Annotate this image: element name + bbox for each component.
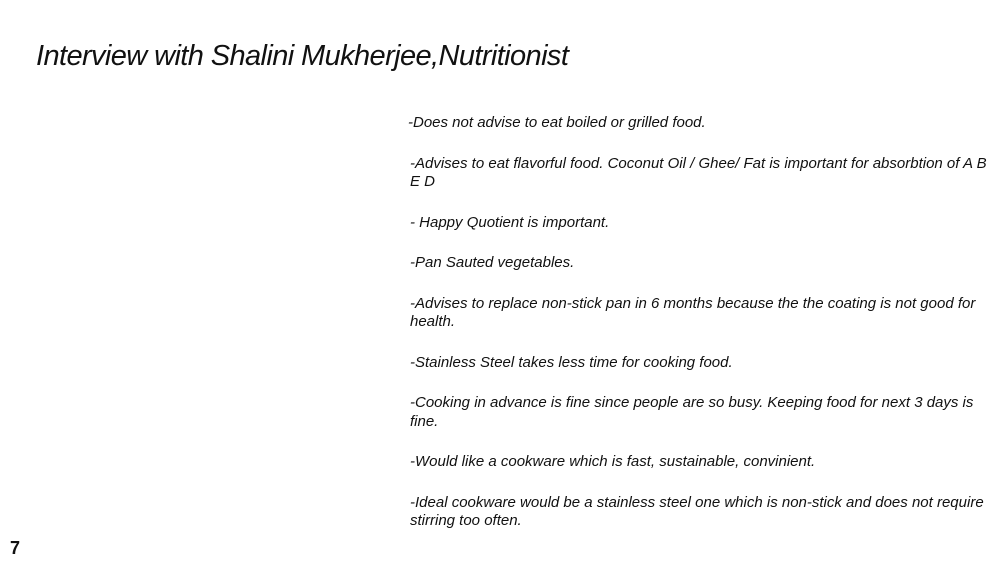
note-item: - Happy Quotient is important.: [410, 213, 610, 231]
note-item: -Advises to eat flavorful food. Coconut Oil / Ghee/ Fat is important for absorbtion of A B E D: [410, 154, 987, 190]
page-number: 7: [10, 538, 21, 558]
note-item: -Cooking in advance is fine since people are so busy. Keeping food for next 3 days is fine.: [410, 394, 974, 430]
note-item: -Does not advise to eat boiled or grilled food.: [408, 114, 706, 131]
note-item: -Advises to replace non-stick pan in 6 months because the the coating is not good for health.: [410, 294, 976, 330]
note-item: -Would like a cookware which is fast, sustainable, convinient.: [410, 453, 816, 470]
note-item: -Stainless Steel takes less time for cooking food.: [410, 353, 733, 371]
slide-title: Interview with Shalini Mukherjee,Nutritionist: [36, 40, 569, 72]
interview-notes-list: [410, 114, 988, 553]
note-item: -Pan Sauted vegetables.: [410, 254, 575, 271]
note-item: -Ideal cookware would be a stainless steel one which is non-stick and does not require stirring too often.: [410, 493, 984, 529]
